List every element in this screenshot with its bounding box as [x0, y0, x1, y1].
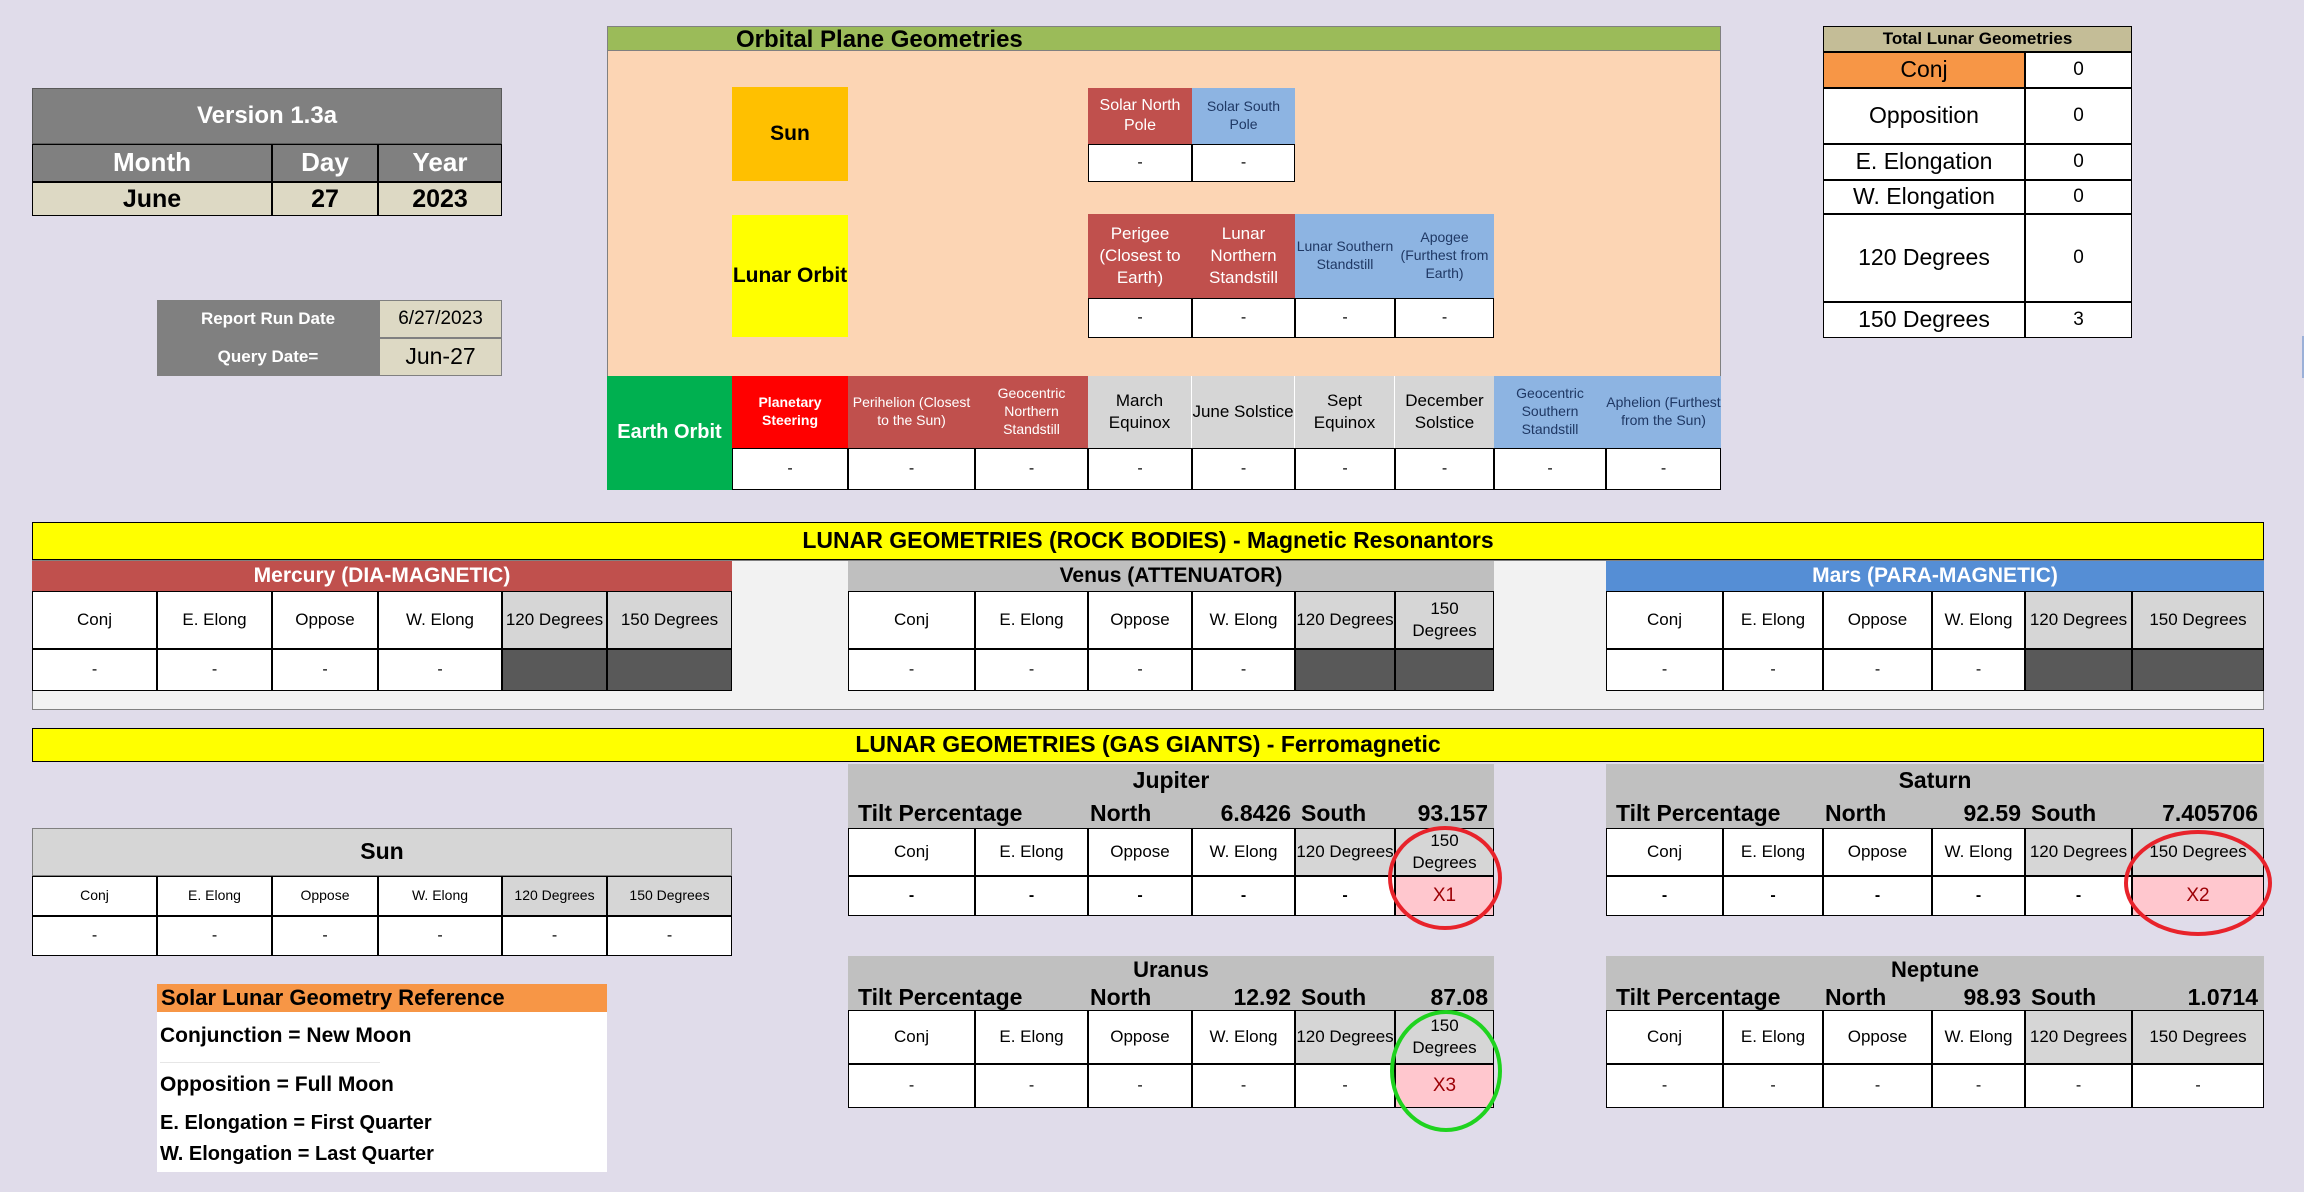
mercury-w-elong-value: - — [378, 649, 502, 691]
apogee-value: - — [1395, 298, 1494, 338]
venus-w-elong-value: - — [1192, 649, 1295, 691]
mercury-e-elong-header: E. Elong — [157, 591, 272, 649]
mercury-oppose-value: - — [272, 649, 378, 691]
totals-120-degrees-label: 120 Degrees — [1823, 214, 2025, 302]
apogee-header: Apogee (Furthest from Earth) — [1395, 214, 1494, 298]
saturn-oppose-value: - — [1823, 876, 1932, 916]
mercury-conj-header: Conj — [32, 591, 157, 649]
jupiter-150-degrees-header: 150 Degrees — [1395, 828, 1494, 876]
saturn-150-degrees-header: 150 Degrees — [2132, 828, 2264, 876]
mercury-conj-value: - — [32, 649, 157, 691]
saturn-tilt-label: Tilt Percentage — [1616, 800, 1781, 826]
reference-divider — [160, 1062, 380, 1063]
mars-w-elong-value: - — [1932, 649, 2025, 691]
neptune-w-elong-value: - — [1932, 1064, 2025, 1108]
totals-120-degrees-value: 0 — [2025, 214, 2132, 302]
mars-150-degrees-header: 150 Degrees — [2132, 591, 2264, 649]
jupiter-conj-value: - — [848, 876, 975, 916]
uranus-w-elong-value: - — [1192, 1064, 1295, 1108]
planetary-steering-header: Planetary Steering — [732, 376, 848, 448]
sun-label: Sun — [732, 87, 848, 181]
mercury-oppose-header: Oppose — [272, 591, 378, 649]
jupiter-e-elong-value: - — [975, 876, 1088, 916]
neptune-conj-header: Conj — [1606, 1010, 1723, 1064]
solar-south-pole-value: - — [1192, 144, 1295, 182]
venus-e-elong-header: E. Elong — [975, 591, 1088, 649]
mars-w-elong-header: W. Elong — [1932, 591, 2025, 649]
gas-giants-title: LUNAR GEOMETRIES (GAS GIANTS) - Ferromagnetic — [32, 728, 2264, 762]
neptune-title: Neptune — [1606, 956, 2264, 984]
mars-150-degrees-value — [2132, 649, 2264, 691]
year-value[interactable]: 2023 — [378, 182, 502, 216]
jupiter-south-label: South — [1301, 800, 1367, 826]
perigee-value: - — [1088, 298, 1192, 338]
report-run-date-label: Report Run Date — [157, 300, 379, 338]
perihelion-header — [848, 376, 975, 448]
uranus-oppose-header: Oppose — [1088, 1010, 1192, 1064]
orbital-title: Orbital Plane Geometries — [736, 26, 1023, 53]
perihelion-label: Perihelion (Closest to the Sun) — [852, 394, 971, 428]
highlight-ring-jupiter — [1388, 826, 1502, 930]
venus-conj-header: Conj — [848, 591, 975, 649]
day-header: Day — [272, 144, 378, 182]
saturn-north-label: North — [1825, 800, 1887, 826]
lunar-orbit-label: Lunar Orbit — [732, 215, 848, 337]
march-equinox-header: March Equinox — [1088, 376, 1192, 448]
sun-120-degrees-value: - — [502, 916, 607, 956]
mercury-w-elong-header: W. Elong — [378, 591, 502, 649]
neptune-150-degrees-value: - — [2132, 1064, 2264, 1108]
day-value[interactable]: 27 — [272, 182, 378, 216]
uranus-tilt-label: Tilt Percentage — [858, 984, 1023, 1010]
totals-150-degrees-label: 150 Degrees — [1823, 302, 2025, 338]
saturn-conj-value: - — [1606, 876, 1723, 916]
solar-north-pole-header: Solar North Pole — [1088, 88, 1192, 144]
totals-conj-label: Conj — [1823, 52, 2025, 88]
saturn-120-degrees-header: 120 Degrees — [2025, 828, 2132, 876]
reference-conjunction: Conjunction = New Moon — [160, 1024, 412, 1047]
uranus-e-elong-header: E. Elong — [975, 1010, 1088, 1064]
sun-e-elong-header: E. Elong — [157, 876, 272, 916]
saturn-w-elong-header: W. Elong — [1932, 828, 2025, 876]
neptune-oppose-header: Oppose — [1823, 1010, 1932, 1064]
march-equinox-value: - — [1088, 448, 1192, 490]
mercury-150-degrees-value — [607, 649, 732, 691]
month-value[interactable]: June — [32, 182, 272, 216]
uranus-north-label: North — [1090, 984, 1152, 1010]
query-date-value: Jun-27 — [379, 338, 502, 376]
totals-e-elongation-value: 0 — [2025, 144, 2132, 180]
totals-opposition-label: Opposition — [1823, 88, 2025, 144]
solar-north-pole-value: - — [1088, 144, 1192, 182]
lunar-southern-standstill-header: Lunar Southern Standstill — [1295, 214, 1395, 298]
totals-conj-value: 0 — [2025, 52, 2132, 88]
venus-w-elong-header: W. Elong — [1192, 591, 1295, 649]
reference-w-elongation: W. Elongation = Last Quarter — [160, 1143, 434, 1165]
mercury-120-degrees-value — [502, 649, 607, 691]
lunar-northern-standstill-value: - — [1192, 298, 1295, 338]
saturn-conj-header: Conj — [1606, 828, 1723, 876]
saturn-w-elong-value: - — [1932, 876, 2025, 916]
mars-oppose-value: - — [1823, 649, 1932, 691]
venus-120-degrees-value — [1295, 649, 1395, 691]
sept-equinox-header: Sept Equinox — [1295, 376, 1395, 448]
totals-w-elongation-label: W. Elongation — [1823, 180, 2025, 214]
reference-opposition: Opposition = Full Moon — [160, 1073, 394, 1096]
venus-oppose-value: - — [1088, 649, 1192, 691]
sun-150-degrees-value: - — [607, 916, 732, 956]
perihelion-value: - — [848, 448, 975, 490]
jupiter-w-elong-value: - — [1192, 876, 1295, 916]
orbital-title-bar — [607, 26, 1721, 51]
sun-e-elong-value: - — [157, 916, 272, 956]
query-date-label: Query Date= — [157, 338, 379, 376]
mars-e-elong-value: - — [1723, 649, 1823, 691]
sun-conj-header: Conj — [32, 876, 157, 916]
june-solstice-value: - — [1192, 448, 1295, 490]
planetary-steering-value: - — [732, 448, 848, 490]
earth-orbit-label: Earth Orbit — [607, 376, 732, 490]
neptune-e-elong-header: E. Elong — [1723, 1010, 1823, 1064]
totals-w-elongation-value: 0 — [2025, 180, 2132, 214]
mars-oppose-header: Oppose — [1823, 591, 1932, 649]
uranus-conj-value: - — [848, 1064, 975, 1108]
geocentric-northern-standstill-header: Geocentric Northern Standstill — [975, 376, 1088, 448]
mars-title: Mars (PARA-MAGNETIC) — [1606, 561, 2264, 591]
mercury-e-elong-value: - — [157, 649, 272, 691]
saturn-south-value: 7.405706 — [2162, 800, 2258, 826]
uranus-150-degrees-header: 150 Degrees — [1395, 1010, 1494, 1064]
sun-150-degrees-header: 150 Degrees — [607, 876, 732, 916]
saturn-120-degrees-value: - — [2025, 876, 2132, 916]
totals-150-degrees-value: 3 — [2025, 302, 2132, 338]
venus-conj-value: - — [848, 649, 975, 691]
reference-e-elongation: E. Elongation = First Quarter — [160, 1112, 432, 1134]
jupiter-150-degrees-value: X1 — [1395, 876, 1494, 916]
uranus-title: Uranus — [848, 956, 1494, 984]
year-header: Year — [378, 144, 502, 182]
report-run-date-value: 6/27/2023 — [379, 300, 502, 338]
geocentric-northern-standstill-value: - — [975, 448, 1088, 490]
neptune-conj-value: - — [1606, 1064, 1723, 1108]
sun-oppose-header: Oppose — [272, 876, 378, 916]
mars-conj-header: Conj — [1606, 591, 1723, 649]
geocentric-southern-standstill-header: Geocentric Southern Standstill — [1494, 376, 1606, 448]
mars-e-elong-header: E. Elong — [1723, 591, 1823, 649]
jupiter-120-degrees-value: - — [1295, 876, 1395, 916]
uranus-north-value: 12.92 — [1233, 984, 1291, 1010]
jupiter-e-elong-header: E. Elong — [975, 828, 1088, 876]
highlight-ring-saturn — [2124, 830, 2272, 936]
mars-120-degrees-header: 120 Degrees — [2025, 591, 2132, 649]
neptune-w-elong-header: W. Elong — [1932, 1010, 2025, 1064]
venus-120-degrees-header: 120 Degrees — [1295, 591, 1395, 649]
neptune-120-degrees-header: 120 Degrees — [2025, 1010, 2132, 1064]
aphelion-value: - — [1606, 448, 1721, 490]
totals-opposition-value: 0 — [2025, 88, 2132, 144]
jupiter-oppose-value: - — [1088, 876, 1192, 916]
uranus-e-elong-value: - — [975, 1064, 1088, 1108]
totals-e-elongation-label: E. Elongation — [1823, 144, 2025, 180]
neptune-tilt-label: Tilt Percentage — [1616, 984, 1781, 1010]
mars-120-degrees-value — [2025, 649, 2132, 691]
december-solstice-header: December Solstice — [1395, 376, 1494, 448]
venus-oppose-header: Oppose — [1088, 591, 1192, 649]
neptune-oppose-value: - — [1823, 1064, 1932, 1108]
jupiter-north-value: 6.8426 — [1220, 800, 1291, 826]
jupiter-tilt-label: Tilt Percentage — [858, 800, 1023, 826]
sun-w-elong-value: - — [378, 916, 502, 956]
version-label: Version 1.3a — [32, 88, 502, 144]
saturn-south-label: South — [2031, 800, 2097, 826]
sun-table-title: Sun — [32, 828, 732, 876]
uranus-120-degrees-value: - — [1295, 1064, 1395, 1108]
saturn-oppose-header: Oppose — [1823, 828, 1932, 876]
saturn-150-degrees-value: X2 — [2132, 876, 2264, 916]
uranus-south-label: South — [1301, 984, 1367, 1010]
lunar-northern-standstill-header: Lunar Northern Standstill — [1192, 214, 1295, 298]
jupiter-w-elong-header: W. Elong — [1192, 828, 1295, 876]
uranus-oppose-value: - — [1088, 1064, 1192, 1108]
sun-oppose-value: - — [272, 916, 378, 956]
neptune-e-elong-value: - — [1723, 1064, 1823, 1108]
sun-conj-value: - — [32, 916, 157, 956]
perigee-header: Perigee (Closest to Earth) — [1088, 214, 1192, 298]
jupiter-title: Jupiter — [848, 764, 1494, 798]
jupiter-conj-header: Conj — [848, 828, 975, 876]
month-header: Month — [32, 144, 272, 182]
reference-title: Solar Lunar Geometry Reference — [157, 984, 607, 1012]
uranus-w-elong-header: W. Elong — [1192, 1010, 1295, 1064]
saturn-e-elong-header: E. Elong — [1723, 828, 1823, 876]
venus-e-elong-value: - — [975, 649, 1088, 691]
mercury-title: Mercury (DIA-MAGNETIC) — [32, 561, 732, 591]
venus-title: Venus (ATTENUATOR) — [848, 561, 1494, 591]
geocentric-southern-standstill-value: - — [1494, 448, 1606, 490]
jupiter-120-degrees-header: 120 Degrees — [1295, 828, 1395, 876]
rock-bodies-title: LUNAR GEOMETRIES (ROCK BODIES) - Magnetic Resonantors — [32, 522, 2264, 560]
june-solstice-header: June Solstice — [1192, 376, 1295, 448]
saturn-north-value: 92.59 — [1963, 800, 2021, 826]
aphelion-header: Aphelion (Furthest from the Sun) — [1606, 376, 1721, 448]
neptune-north-label: North — [1825, 984, 1887, 1010]
neptune-120-degrees-value: - — [2025, 1064, 2132, 1108]
sun-120-degrees-header: 120 Degrees — [502, 876, 607, 916]
neptune-north-value: 98.93 — [1963, 984, 2021, 1010]
saturn-e-elong-value: - — [1723, 876, 1823, 916]
venus-150-degrees-value — [1395, 649, 1494, 691]
sept-equinox-value: - — [1295, 448, 1395, 490]
mercury-120-degrees-header: 120 Degrees — [502, 591, 607, 649]
neptune-south-value: 1.0714 — [2187, 984, 2258, 1010]
mars-conj-value: - — [1606, 649, 1723, 691]
neptune-150-degrees-header: 150 Degrees — [2132, 1010, 2264, 1064]
highlight-ring-uranus — [1390, 1010, 1502, 1132]
sun-w-elong-header: W. Elong — [378, 876, 502, 916]
saturn-title: Saturn — [1606, 764, 2264, 798]
totals-title: Total Lunar Geometries — [1823, 26, 2132, 52]
solar-south-pole-header: Solar South Pole — [1192, 88, 1295, 144]
uranus-south-value: 87.08 — [1430, 984, 1488, 1010]
jupiter-north-label: North — [1090, 800, 1152, 826]
venus-150-degrees-header: 150 Degrees — [1395, 591, 1494, 649]
uranus-120-degrees-header: 120 Degrees — [1295, 1010, 1395, 1064]
neptune-south-label: South — [2031, 984, 2097, 1010]
jupiter-south-value: 93.157 — [1417, 800, 1488, 826]
lunar-southern-standstill-value: - — [1295, 298, 1395, 338]
uranus-conj-header: Conj — [848, 1010, 975, 1064]
mercury-150-degrees-header: 150 Degrees — [607, 591, 732, 649]
december-solstice-value: - — [1395, 448, 1494, 490]
jupiter-oppose-header: Oppose — [1088, 828, 1192, 876]
uranus-150-degrees-value: X3 — [1395, 1064, 1494, 1108]
